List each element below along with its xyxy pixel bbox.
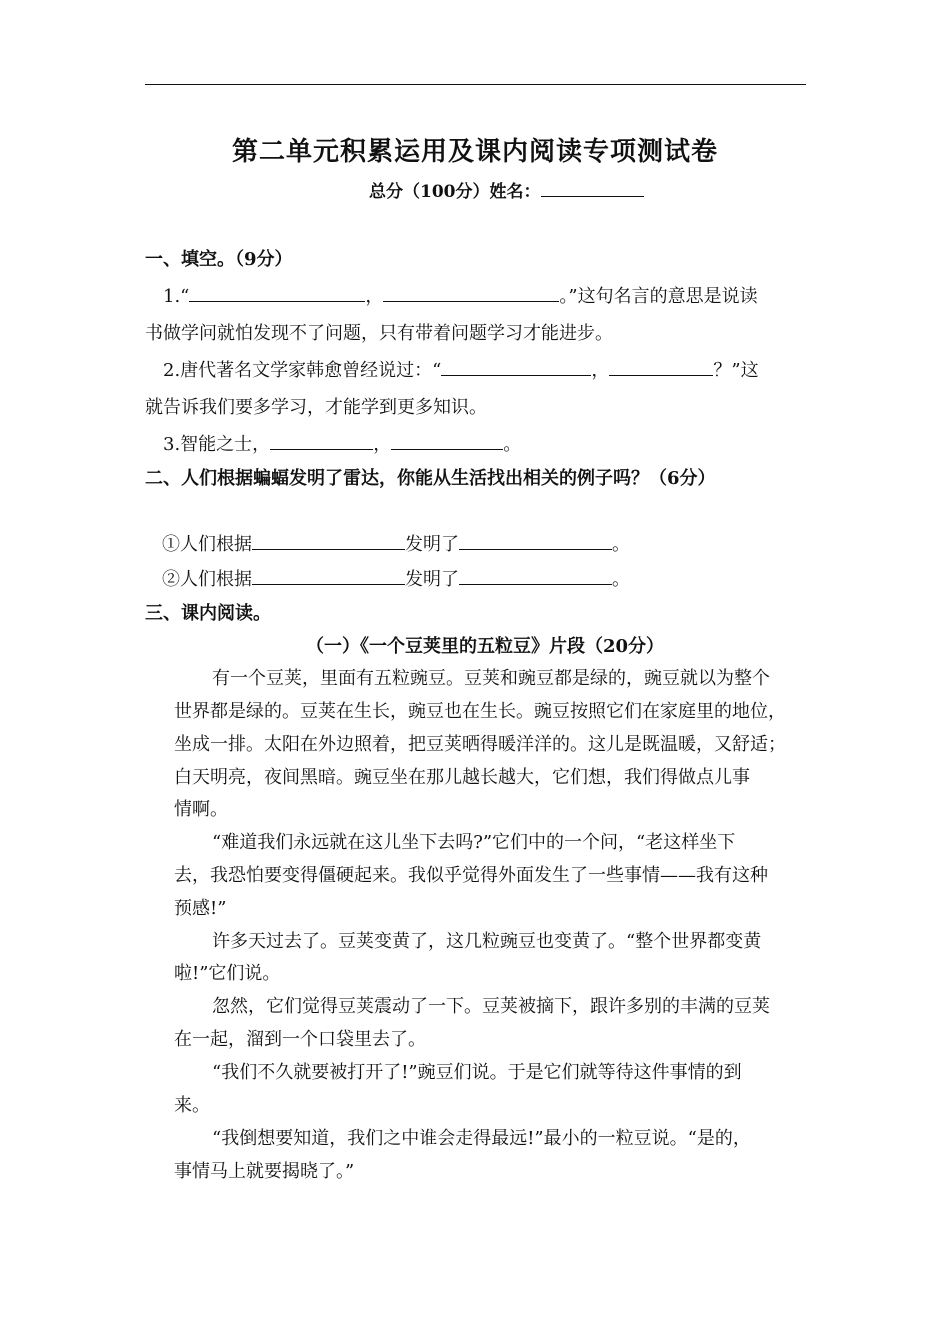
item2-text-b: 发明了 bbox=[405, 569, 459, 590]
item1-blank-2[interactable] bbox=[459, 532, 612, 550]
passage-line: 许多天过去了。豆荚变黄了，这几粒豌豆也变黄了。“整个世界都变黄 bbox=[212, 931, 762, 952]
item1-end: 。 bbox=[612, 534, 630, 555]
item2-text-a: 人们根据 bbox=[180, 569, 252, 590]
example-item-2 bbox=[162, 567, 630, 592]
q2-suffix: ？”这 bbox=[713, 360, 759, 381]
item1-number: ① bbox=[162, 534, 180, 555]
q3-suffix: 。 bbox=[503, 434, 522, 455]
q2-blank-1[interactable] bbox=[441, 358, 591, 376]
q1-suffix: 。”这句名言的意思是说读 bbox=[559, 286, 758, 307]
item1-text-b: 发明了 bbox=[405, 534, 459, 555]
passage-line: 白天明亮，夜间黑暗。豌豆坐在那儿越长越大，它们想，我们得做点儿事 bbox=[174, 767, 750, 788]
q1-blank-1[interactable] bbox=[189, 284, 365, 302]
passage-line: 啦!”它们说。 bbox=[174, 963, 281, 984]
item2-number: ② bbox=[162, 569, 180, 590]
passage-line: 在一起，溜到一个口袋里去了。 bbox=[174, 1029, 426, 1050]
page-title: 第二单元积累运用及课内阅读专项测试卷 bbox=[231, 137, 718, 167]
q3-blank-1[interactable] bbox=[270, 432, 373, 450]
q1-blank-2[interactable] bbox=[383, 284, 559, 302]
passage-line: 情啊。 bbox=[174, 799, 228, 820]
item1-text-a: 人们根据 bbox=[180, 534, 252, 555]
q1-comma: ， bbox=[365, 286, 384, 307]
q3-blank-2[interactable] bbox=[391, 432, 503, 450]
passage-line: 预感!” bbox=[174, 898, 227, 919]
passage-line: 忽然，它们觉得豆荚震动了一下。豆荚被摘下，跟许多别的丰满的豆荚 bbox=[212, 996, 770, 1017]
q3-comma: ， bbox=[373, 434, 392, 455]
header-rule bbox=[145, 84, 806, 85]
passage-title: （一）《一个豆荚里的五粒豆》片段（20分） bbox=[306, 636, 665, 657]
q1-continuation: 书做学问就怕发现不了问题，只有带着问题学习才能进步。 bbox=[145, 323, 613, 344]
score-name-line bbox=[369, 177, 644, 202]
q2-line bbox=[163, 358, 759, 383]
q3-line bbox=[163, 432, 521, 457]
q2-prefix: 2.唐代著名文学家韩愈曾经说过：“ bbox=[163, 360, 442, 381]
name-blank[interactable] bbox=[541, 179, 644, 197]
section3-heading: 三、课内阅读。 bbox=[145, 603, 271, 624]
passage-line: 来。 bbox=[174, 1095, 210, 1116]
section2-heading: 二、人们根据蝙蝠发明了雷达，你能从生活找出相关的例子吗？（6分） bbox=[145, 468, 716, 489]
item2-blank-1[interactable] bbox=[252, 567, 405, 585]
q3-prefix: 3.智能之士， bbox=[163, 434, 271, 455]
score-label: 总分（100分）姓名： bbox=[369, 182, 541, 202]
q2-continuation: 就告诉我们要多学习，才能学到更多知识。 bbox=[145, 397, 487, 418]
passage-line: 事情马上就要揭晓了。” bbox=[174, 1161, 355, 1182]
passage-line: “难道我们永远就在这儿坐下去吗?”它们中的一个问，“老这样坐下 bbox=[212, 832, 736, 853]
item1-blank-1[interactable] bbox=[252, 532, 405, 550]
passage-line: 坐成一排。太阳在外边照着，把豆荚晒得暖洋洋的。这儿是既温暖，又舒适； bbox=[174, 734, 786, 755]
passage-line: 有一个豆荚，里面有五粒豌豆。豆荚和豌豆都是绿的，豌豆就以为整个 bbox=[212, 668, 770, 689]
example-item-1 bbox=[162, 532, 630, 557]
passage-line: “我们不久就要被打开了!”豌豆们说。于是它们就等待这件事情的到 bbox=[212, 1062, 742, 1083]
passage-line: “我倒想要知道，我们之中谁会走得最远!”最小的一粒豆说。“是的， bbox=[212, 1128, 751, 1149]
q1-prefix: 1.“ bbox=[163, 286, 190, 307]
item2-end: 。 bbox=[612, 569, 630, 590]
passage-line: 世界都是绿的。豆荚在生长，豌豆也在生长。豌豆按照它们在家庭里的地位， bbox=[174, 701, 786, 722]
section1-heading: 一、填空。（9分） bbox=[145, 249, 293, 270]
q1-line bbox=[163, 284, 758, 309]
q2-blank-2[interactable] bbox=[609, 358, 713, 376]
q2-comma: ， bbox=[591, 360, 610, 381]
item2-blank-2[interactable] bbox=[459, 567, 612, 585]
passage-line: 去，我恐怕要变得僵硬起来。我似乎觉得外面发生了一些事情——我有这种 bbox=[174, 865, 768, 886]
